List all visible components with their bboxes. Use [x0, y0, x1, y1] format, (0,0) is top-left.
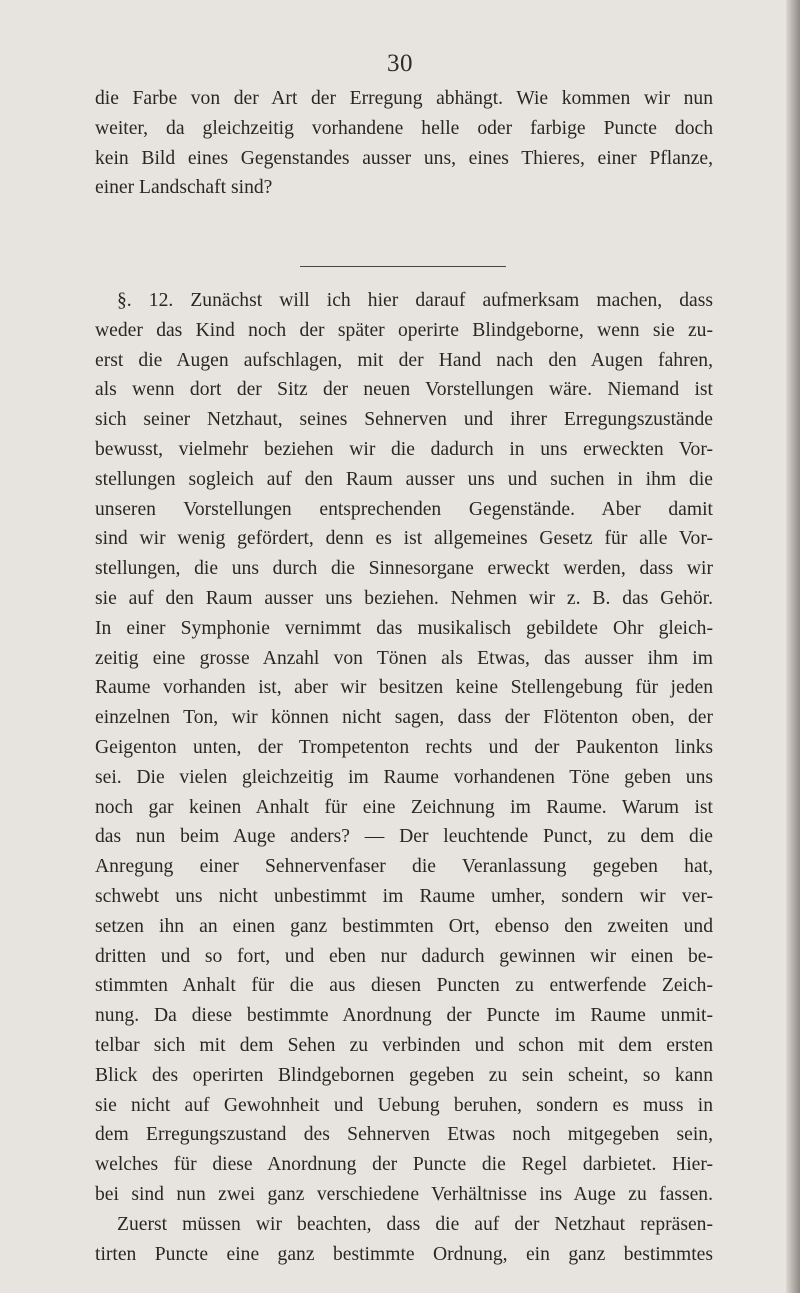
text-line: bewusst, vielmehr beziehen wir die dadurch in uns erweckten Vor- — [95, 438, 713, 460]
text-line: dem Erregungszustand des Sehnerven Etwas noch mitgegeben sein, — [95, 1124, 713, 1146]
text-line: sie auf den Raum ausser uns beziehen. Nehmen wir z. B. das Gehör. — [95, 587, 713, 609]
text-line: stellungen sogleich auf den Raum ausser uns und suchen in ihm die — [95, 468, 713, 490]
text-line: weder das Kind noch der später operirte Blindgeborne, wenn sie zu- — [95, 319, 713, 341]
text-line: dritten und so fort, und eben nur dadurch gewinnen wir einen be- — [95, 945, 713, 967]
text-line: sich seiner Netzhaut, seines Sehnerven und ihrer Erregungszustände — [95, 409, 713, 431]
text-line: noch gar keinen Anhalt für eine Zeichnung im Raume. Warum ist — [95, 796, 713, 818]
text-line: Geigenton unten, der Trompetenton rechts und der Paukenton links — [95, 736, 713, 758]
text-line: sie nicht auf Gewohnheit und Uebung beruhen, sondern es muss in — [95, 1094, 713, 1116]
text-line: unseren Vorstellungen entsprechenden Gegenstände. Aber damit — [95, 498, 713, 520]
text-line: sind wir wenig gefördert, denn es ist allgemeines Gesetz für alle Vor- — [95, 528, 713, 550]
text-line: nung. Da diese bestimmte Anordnung der Puncte im Raume unmit- — [95, 1005, 713, 1027]
text-line: erst die Augen aufschlagen, mit der Hand nach den Augen fahren, — [95, 349, 713, 371]
text-line: setzen ihn an einen ganz bestimmten Ort, ebenso den zweiten und — [95, 915, 713, 937]
section-divider — [300, 266, 506, 267]
page-edge — [786, 0, 800, 1293]
section-heading-line: §. 12. Zunächst will ich hier darauf aufmerksam machen, dass — [117, 290, 713, 311]
text-line: telbar sich mit dem Sehen zu verbinden und schon mit dem ersten — [95, 1034, 713, 1056]
text-line: Zuerst müssen wir beachten, dass die auf der Netzhaut repräsen- — [117, 1213, 713, 1235]
text-line: bei sind nun zwei ganz verschiedene Verhältnisse ins Auge zu fassen. — [95, 1183, 713, 1205]
text-line: stimmten Anhalt für die aus diesen Puncten zu entwerfende Zeich- — [95, 975, 713, 997]
page-number: 30 — [387, 50, 413, 77]
text-line: einzelnen Ton, wir können nicht sagen, dass der Flötenton oben, der — [95, 707, 713, 729]
text-line: In einer Symphonie vernimmt das musikalisch gebildete Ohr gleich- — [95, 617, 713, 639]
text-line: weiter, da gleichzeitig vorhandene helle oder farbige Puncte doch — [95, 117, 713, 139]
text-line: zeitig eine grosse Anzahl von Tönen als Etwas, das ausser ihm im — [95, 647, 713, 669]
text-line: tirten Puncte eine ganz bestimmte Ordnung, ein ganz bestimmtes — [95, 1243, 713, 1265]
text-line: stellungen, die uns durch die Sinnesorgane erweckt werden, dass wir — [95, 558, 713, 580]
text-line: schwebt uns nicht unbestimmt im Raume umher, sondern wir ver- — [95, 885, 713, 907]
text-line: als wenn dort der Sitz der neuen Vorstellungen wäre. Niemand ist — [95, 379, 713, 401]
continuation-paragraph — [95, 84, 713, 203]
text-line: Raume vorhanden ist, aber wir besitzen keine Stellengebung für jeden — [95, 677, 713, 699]
text-line: kein Bild eines Gegenstandes ausser uns, eines Thieres, einer Pflanze, — [95, 147, 713, 169]
text-line: Blick des operirten Blindgebornen gegeben zu sein scheint, so kann — [95, 1064, 713, 1086]
text-line: das nun beim Auge anders? — Der leuchtende Punct, zu dem die — [95, 826, 713, 848]
text-line: Anregung einer Sehnervenfaser die Veranlassung gegeben hat, — [95, 856, 713, 878]
text-line: die Farbe von der Art der Erregung abhängt. Wie kommen wir nun — [95, 88, 713, 109]
text-line: welches für diese Anordnung der Puncte die Regel darbietet. Hier- — [95, 1154, 713, 1176]
text-line: einer Landschaft sind? — [95, 177, 273, 199]
text-line: sei. Die vielen gleichzeitig im Raume vorhandenen Töne geben uns — [95, 766, 713, 788]
section-12-paragraph — [95, 286, 713, 1269]
